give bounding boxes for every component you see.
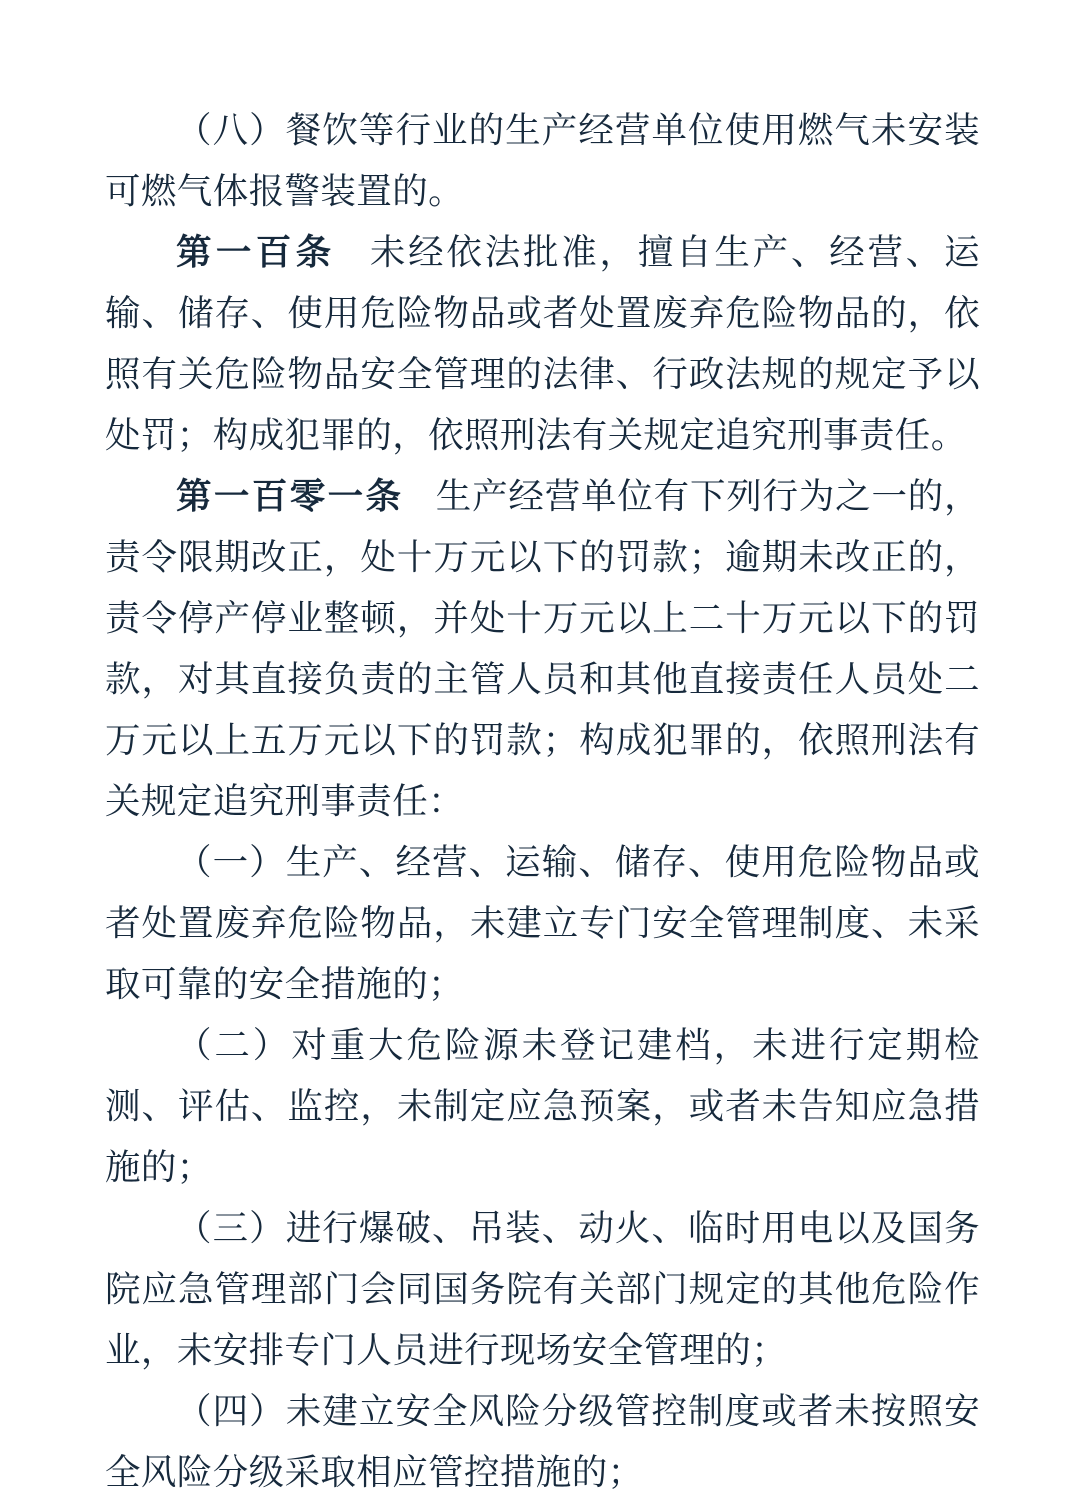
paragraph-item-1: [105, 832, 980, 1015]
article-label: 第一百零一条: [176, 476, 404, 517]
paragraph-text: 生产经营单位有下列行为之一的，责令限期改正，处十万元以下的罚款；逾期未改正的，责令停产停业整顿，并处十万元以上二十万元以下的罚款，对其直接负责的主管人员和其他直接责任人员处二万元以上五万元以下的罚款；构成犯罪的，依照刑法有关规定追究刑事责任：: [105, 476, 980, 822]
paragraph-article-100: [105, 222, 980, 466]
paragraph-text: （八）餐饮等行业的生产经营单位使用燃气未安装可燃气体报警装置的。: [105, 110, 980, 212]
paragraph-text: （二）对重大危险源未登记建档，未进行定期检测、评估、监控，未制定应急预案，或者未告知应急措施的；: [105, 1025, 980, 1188]
paragraph-item-2: [105, 1015, 980, 1198]
paragraph-article-101: [105, 466, 980, 832]
paragraph-text: （一）生产、经营、运输、储存、使用危险物品或者处置废弃危险物品，未建立专门安全管理制度、未采取可靠的安全措施的；: [105, 842, 980, 1005]
paragraph-text: （三）进行爆破、吊装、动火、临时用电以及国务院应急管理部门会同国务院有关部门规定的其他危险作业，未安排专门人员进行现场安全管理的；: [105, 1208, 980, 1371]
paragraph-text: 未经依法批准，擅自生产、经营、运输、储存、使用危险物品或者处置废弃危险物品的，依照有关危险物品安全管理的法律、行政法规的规定予以处罚；构成犯罪的，依照刑法有关规定追究刑事责任。: [105, 232, 980, 456]
paragraph-item-8: [105, 100, 980, 222]
paragraph-item-4: [105, 1381, 980, 1503]
paragraph-item-3: [105, 1198, 980, 1381]
paragraph-text: （四）未建立安全风险分级管控制度或者未按照安全风险分级采取相应管控措施的；: [105, 1391, 980, 1493]
article-label: 第一百条: [176, 232, 336, 273]
